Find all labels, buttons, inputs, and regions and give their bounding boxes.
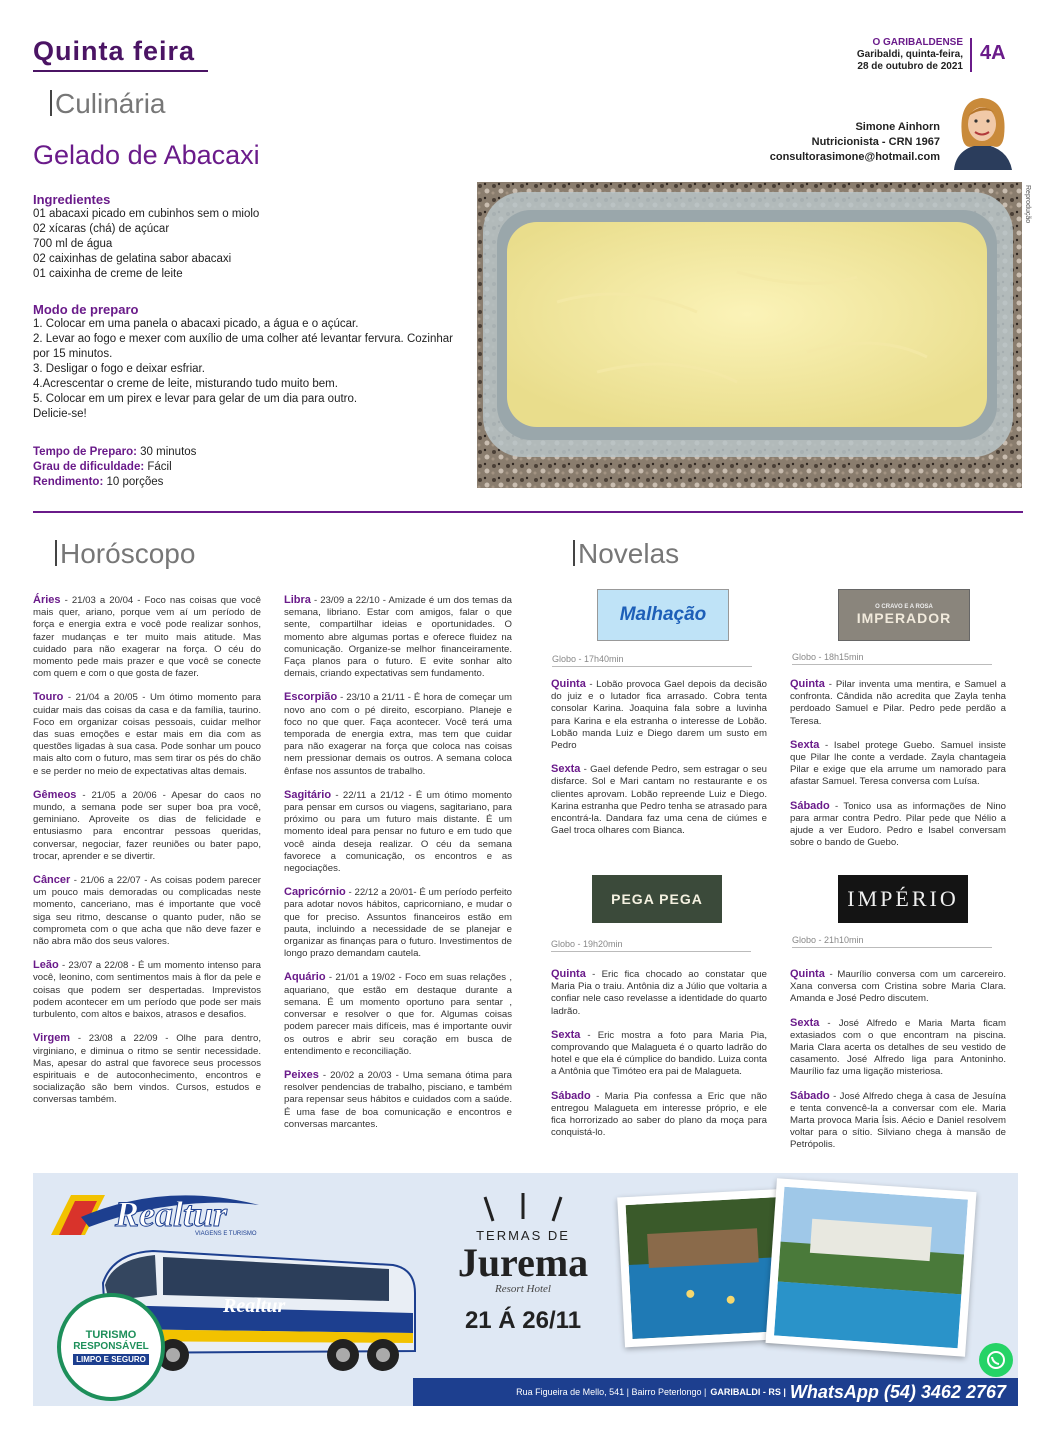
ingredients-block [33, 192, 463, 282]
publication-date-line-1: Garibaldi, quinta-feira, [856, 49, 963, 60]
trip-dates: 21 Á 26/11 [464, 1307, 582, 1334]
section-title-culinaria [50, 88, 166, 120]
novela-text: - Lobão provoca Gael depois da decisão do juiz e o lutador fica arrasado. Cobra tenta consolar Karina. Joaquina fala sobre a luvinha para Karina e ela estranha o interesse de Lobão. Lobão manda Luiz e Diego darem um susto em Pedro [551, 679, 767, 752]
prep-step: 1. Colocar em uma panela o abacaxi picado, a água e o açúcar. [33, 318, 359, 330]
author-email[interactable]: consultorasimone@hotmail.com [769, 151, 940, 163]
sign-text: - 23/07 a 22/08 - É um momento intenso para você, leonino, com sentimentos mais à flor da pele e coisas que podem ser despertadas. Imprevistos podem acontecer em um período que pode ser mais turbulento, com altos e baixos, atrasos e desafios. [33, 960, 261, 1021]
novela-logo-text: IMPERADOR [856, 610, 952, 626]
author-name: Simone Ainhorn [855, 121, 940, 133]
novela-logo-text: Malhação [619, 604, 707, 625]
novela-slot: Globo - 18h15min [792, 652, 992, 665]
novela-synopsis [790, 968, 1006, 1163]
sign-text: - 21/06 a 22/07 - As coisas podem parecer um pouco mais demoradas ou complicadas neste momento, canceriano, mas é importante que você siga seu ritmo, descanse o quanto puder, não se comprometa com o que acha que não deve fazer e não abra mão dos seus valores. [33, 875, 261, 948]
difficulty-value: Fácil [147, 461, 172, 473]
novela-entry [790, 739, 1006, 789]
prep-step: 5. Colocar em um pirex e levar para gelar de um dia para outro. [33, 393, 358, 405]
header-underline [33, 70, 208, 72]
ingredients-title: Ingredientes [33, 192, 111, 207]
prep-step: 3. Desligar o fogo e deixar esfriar. [33, 363, 205, 375]
novela-day: Sexta [551, 763, 581, 776]
recipe-title: Gelado de Abacaxi [33, 140, 260, 170]
sign-text: - 21/05 a 20/06 - Apesar do caos no mundo, a semana pode ser super boa pra você, geminiano. Aproveite os dias de felicidade e entusiasmo para encontrar pessoas queridas, conversar, negociar, fazer reuniões ou bater papo, trocar, aprender e se divertir. [33, 789, 261, 862]
sign-name: Capricórnio [284, 886, 346, 899]
ad-whatsapp-number[interactable]: WhatsApp (54) 3462 2767 [789, 1381, 1006, 1402]
sign-text: - 21/03 a 20/04 - Foco nas coisas que você mais quer, ariano, porque vem aí um período de força e energia extra e você pode realizar sonhos, fazer mudanças e ter muito mais atitude. Mas cuidado para não exagerar na força. O céu do momento pede mais prazer e que você se conecte com quem e com o que gosta de fazer. [33, 595, 261, 680]
header-separator [970, 38, 972, 72]
section-title-text: Novelas [578, 538, 680, 569]
sign-text: - 20/02 a 20/03 - Uma semana ótima para resolver pendencias de trabalho, pisciano, e também para repensar seus hábitos e cuidados com a saúde. É uma fase de boa comunicação e encontros e conversas marcantes. [284, 1069, 512, 1130]
novela-day: Quinta [790, 678, 825, 690]
author-role: Nutricionista - CRN 1967 [811, 136, 940, 148]
horoscope-entry [284, 789, 512, 875]
horoscope-entry [33, 874, 261, 948]
sign-text: - 21/04 a 20/05 - Um ótimo momento para cuidar mais das coisas da casa e da família, taurino. Foco em organizar coisas pessoais, cuidar melhor das suas emoções e estar mais em dia com as questões ligadas à sua casa. Pode sonhar um pouco mais alto com o futuro, mas sem tirar os pés do chão e se perder no meio de expectativas altas demais. [33, 692, 261, 777]
author-avatar [946, 90, 1018, 170]
novela-day: Sábado [551, 1089, 591, 1102]
resort-top-text: TERMAS DE [476, 1228, 570, 1243]
novela-entry [790, 800, 1006, 850]
horoscope-entry [33, 594, 261, 680]
novela-text: - Eric fica chocado ao constatar que Maria Pia o traiu. Antônia diz a Júlio que voltaria a confiar nele caso revelasse a identidade do quarto ladrão. [551, 969, 767, 1017]
ingredient-item: 02 xícaras (chá) de açúcar [33, 223, 170, 235]
sign-name: Peixes [284, 1068, 319, 1081]
sign-name: Leão [33, 959, 59, 972]
novela-logo-imperio [838, 875, 968, 923]
novela-entry [790, 1017, 1006, 1079]
bus-brand-text: Realtur [223, 1295, 286, 1317]
novela-text: - Tonico usa as informações de Nino para armar contra Pedro. Pilar pede que Nélio a ajude a ver Eudoro. Pedro e Isabel conversam sobre o bando de Guebo. [790, 800, 1006, 849]
prep-title: Modo de preparo [33, 302, 139, 317]
horoscope-column-2 [284, 594, 512, 1142]
novela-logo-pega-pega [592, 875, 722, 923]
novela-text: - Maurílio conversa com um carcereiro. Xana conversa com Cristina sobre Maria Clara. Amanda e José Pedro discutem. [790, 969, 1006, 1005]
novela-entry [790, 968, 1006, 1006]
novela-text: - Gael defende Pedro, sem estragar o seu disfarce. Sol e Mari cantam no restaurante e os clientes aprovam. Lobão repreende Luiz e Diego. Karina estranha que Pedro tenha se atrasado para encontrá-la. Dandara faz uma cena de ciúmes e Gael troca olhares com Bianca. [551, 764, 768, 837]
novela-text: - Pilar inventa uma mentira, e Samuel a confronta. Cândida não acredita que Zayla tenha perdoado Samuel e Pilar. Pedro pede perdão a Teresa. [790, 679, 1006, 727]
prep-step: 4.Acrescentar o creme de leite, misturando tudo muito bem. [33, 378, 338, 390]
novela-text: - José Alfredo e Maria Marta ficam extasiados com o que encontram na piscina. Maria Clara acerta os detalhes de seu vestido de casamento. José Alfredo liga para Antoninho. Maurílio faz uma ligação misteriosa. [790, 1017, 1006, 1078]
novela-day: Sexta [551, 1028, 581, 1041]
yield-value: 10 porções [106, 476, 164, 488]
prep-step: Delicie-se! [33, 408, 87, 420]
ingredient-item: 700 ml de água [33, 238, 113, 250]
sign-name: Gêmeos [33, 788, 77, 801]
novela-day: Sábado [790, 799, 830, 812]
recipe-photo [477, 182, 1022, 488]
horoscope-entry [284, 1069, 512, 1131]
section-bar [573, 540, 575, 566]
seal-line-2: RESPONSÁVEL [73, 1341, 149, 1352]
novela-text: - Maria Pia confessa a Eric que não entregou Malagueta em interesse próprio, e ele fica horrorizado ao saber do plano da moça para conquistá-lo. [551, 1090, 767, 1139]
novela-slot: Globo - 19h20min [551, 939, 751, 952]
resort-block [433, 1191, 613, 1335]
horoscope-column-1 [33, 594, 261, 1118]
sign-text: - 22/12 a 20/01- É um período perfeito para adotar novos hábitos, capricorniano, e mudar o que for preciso. Assuntos financeiros estão em pauta, incluindo a necessidade de se planejar e organizar as finanças para o futuro. Investimentos de longo prazo demandam cautela. [284, 887, 512, 960]
novela-entry [551, 763, 767, 837]
sign-name: Aquário [284, 971, 326, 984]
section-title-horoscopo [55, 538, 195, 570]
resort-photo-2 [765, 1178, 976, 1357]
publication-name: O GARIBALDENSE [872, 37, 963, 48]
novela-text: - José Alfredo chega à casa de Jesuína e tenta convencê-la a conversar com ele. Maria Marta provoca Maria Ísis. Aécio e Daniel resolvem voltar para o sítio. Silviano chega à mansão de Petrópolis. [790, 1090, 1006, 1151]
difficulty-label: Grau de dificuldade: [33, 461, 145, 473]
horoscope-entry [284, 971, 512, 1057]
section-bar [50, 90, 52, 116]
ingredient-item: 01 abacaxi picado em cubinhos sem o miolo [33, 208, 260, 220]
novela-day: Quinta [551, 678, 586, 690]
prep-time-label: Tempo de Preparo: [33, 446, 137, 458]
novela-synopsis [551, 678, 767, 848]
horoscope-entry [33, 959, 261, 1021]
sign-name: Escorpião [284, 691, 338, 704]
novela-text: - Isabel protege Guebo. Samuel insiste que Pilar lhe conte a verdade. Zayla chantageia Pilar e exige que ela arrume um namorado para afastar Samuel. Teresa conversa com Luísa. [790, 739, 1006, 788]
novela-day: Quinta [551, 968, 586, 980]
novela-entry [551, 1029, 767, 1079]
novela-day: Sexta [790, 1016, 820, 1029]
sign-name: Touro [33, 691, 64, 704]
novela-logo-text: IMPÉRIO [847, 886, 959, 911]
realtur-brand-text: Realtur [115, 1194, 228, 1234]
publication-date-line-2: 28 de outubro de 2021 [857, 61, 963, 72]
horoscope-entry [284, 886, 512, 960]
horoscope-entry [284, 594, 512, 680]
ad-city: GARIBALDI - RS | [710, 1387, 786, 1397]
novela-entry [551, 678, 767, 752]
resort-name: Jurema [457, 1240, 589, 1285]
sign-name: Libra [284, 594, 311, 606]
seal-line-1: TURISMO [85, 1329, 137, 1341]
sign-text: - 21/01 a 19/02 - Foco em suas relações , aquariano, que estão em destaque durante a semana. É um momento oportuno para sentar , conversar e resolver o que for. Algumas coisas podem parecer mais difíceis, mas é importante ouvir os outros e abrir seu coração em busca de entendimento e reconciliação. [284, 972, 512, 1057]
horoscope-entry [33, 789, 261, 863]
ad-footer-bar [413, 1378, 1018, 1406]
novela-synopsis [790, 678, 1006, 860]
resort-sub: Resort Hotel [495, 1283, 551, 1295]
novela-entry [551, 1090, 767, 1140]
novela-entry [790, 678, 1006, 728]
novela-entry [790, 1090, 1006, 1152]
sun-rays-icon [463, 1191, 583, 1223]
recipe-meta [33, 445, 196, 490]
horoscope-entry [284, 691, 512, 777]
sign-name: Sagitário [284, 788, 332, 801]
novela-logo-malhacao [597, 589, 729, 641]
novela-day: Sexta [790, 738, 820, 751]
sign-name: Áries [33, 594, 61, 606]
ad-address: Rua Figueira de Mello, 541 | Bairro Peterlongo | [516, 1387, 707, 1397]
seal-line-3: LIMPO E SEGURO [73, 1354, 149, 1365]
novela-day: Quinta [790, 968, 825, 980]
horoscope-entry [33, 1032, 261, 1106]
whatsapp-icon[interactable] [979, 1343, 1013, 1377]
section-title-text: Horóscopo [60, 538, 196, 569]
novela-text: - Eric mostra a foto para Maria Pia, comprovando que Malagueta é o quarto ladrão do hotel e que ela é cúmplice do bandido. Luiza conta a Antônia que Timóteo era pai de Malagueta. [551, 1029, 768, 1078]
yield-label: Rendimento: [33, 476, 104, 488]
page-day-label: Quinta feira [33, 36, 196, 66]
sign-text: - 22/11 a 21/12 - É um ótimo momento para pensar em cursos ou viagens, sagitariano, para próximo ou para um futuro mais distante. É um momento ideal para pensar no futuro e em tudo que você ainda deseja realizar. O céu da semana favorece a comunicação, os encontros e as negociações. [284, 789, 512, 875]
prep-block [33, 302, 463, 422]
prep-time-value: 30 minutos [140, 446, 197, 458]
page-number: 4A [980, 42, 1006, 64]
section-bar [55, 540, 57, 566]
sign-text: - 23/09 a 22/10 - Amizade é um dos temas da semana, libriano. Estar com amigos, falar o que sente, compartilhar ideias e oportunidades. O momento abre algumas portas e oferece fluidez na comunicação. Organize-se melhor financeiramente. Faça planos para o futuro. E evite sonhar alto demais, criando expectativas sem fundamento. [284, 595, 512, 680]
novela-slot: Globo - 21h10min [792, 935, 992, 948]
author-block [770, 120, 940, 165]
ingredient-item: 02 caixinhas de gelatina sabor abacaxi [33, 253, 232, 265]
realtur-advertisement[interactable] [33, 1173, 1018, 1406]
novela-slot: Globo - 17h40min [552, 654, 752, 667]
realtur-brand-sub: VIAGENS E TURISMO [195, 1231, 257, 1237]
horoscope-entry [33, 691, 261, 777]
responsible-tourism-seal [57, 1293, 165, 1401]
sign-text: - 23/10 a 21/11 - É hora de começar um novo ano com o pé direito, escorpiano. Planeje e foco no que quer. Faça acontecer. Você terá uma temporada de energia extra, mas tem que cuidar para não exagerar na força que coloca nas coisas nem pressionar demais os outros. A semana coloca ênfase nos assuntos de trabalho. [284, 692, 512, 777]
novela-logo-text: PEGA PEGA [611, 891, 703, 907]
section-title-text: Culinária [55, 88, 166, 119]
section-divider [33, 511, 1023, 513]
realtur-logo [45, 1187, 265, 1243]
header-publication-block [857, 37, 963, 73]
sign-text: - 23/08 a 22/09 - Olhe para dentro, virginiano, e diminua o ritmo se sentir necessidade. Mas, apesar do astral que favorece seus processos espirituais e de autoconhecimento, encontros e socialização são bem vindos. Cursos, estudos e conversas também. [33, 1033, 261, 1106]
prep-step: 2. Levar ao fogo e mexer com auxílio de uma colher até levantar fervura. Cozinhar por 15 minutos. [33, 333, 453, 360]
novela-logo-imperador [838, 589, 970, 641]
ingredient-item: 01 caixinha de creme de leite [33, 268, 183, 280]
photo-credit: Reprodução [1024, 185, 1031, 224]
novela-entry [551, 968, 767, 1018]
novela-synopsis [551, 968, 767, 1150]
sign-name: Virgem [33, 1032, 71, 1045]
novela-logo-small-text: O CRAVO E A ROSA [875, 604, 933, 610]
section-title-novelas [573, 538, 679, 570]
sign-name: Câncer [33, 874, 71, 887]
novela-day: Sábado [790, 1089, 830, 1102]
